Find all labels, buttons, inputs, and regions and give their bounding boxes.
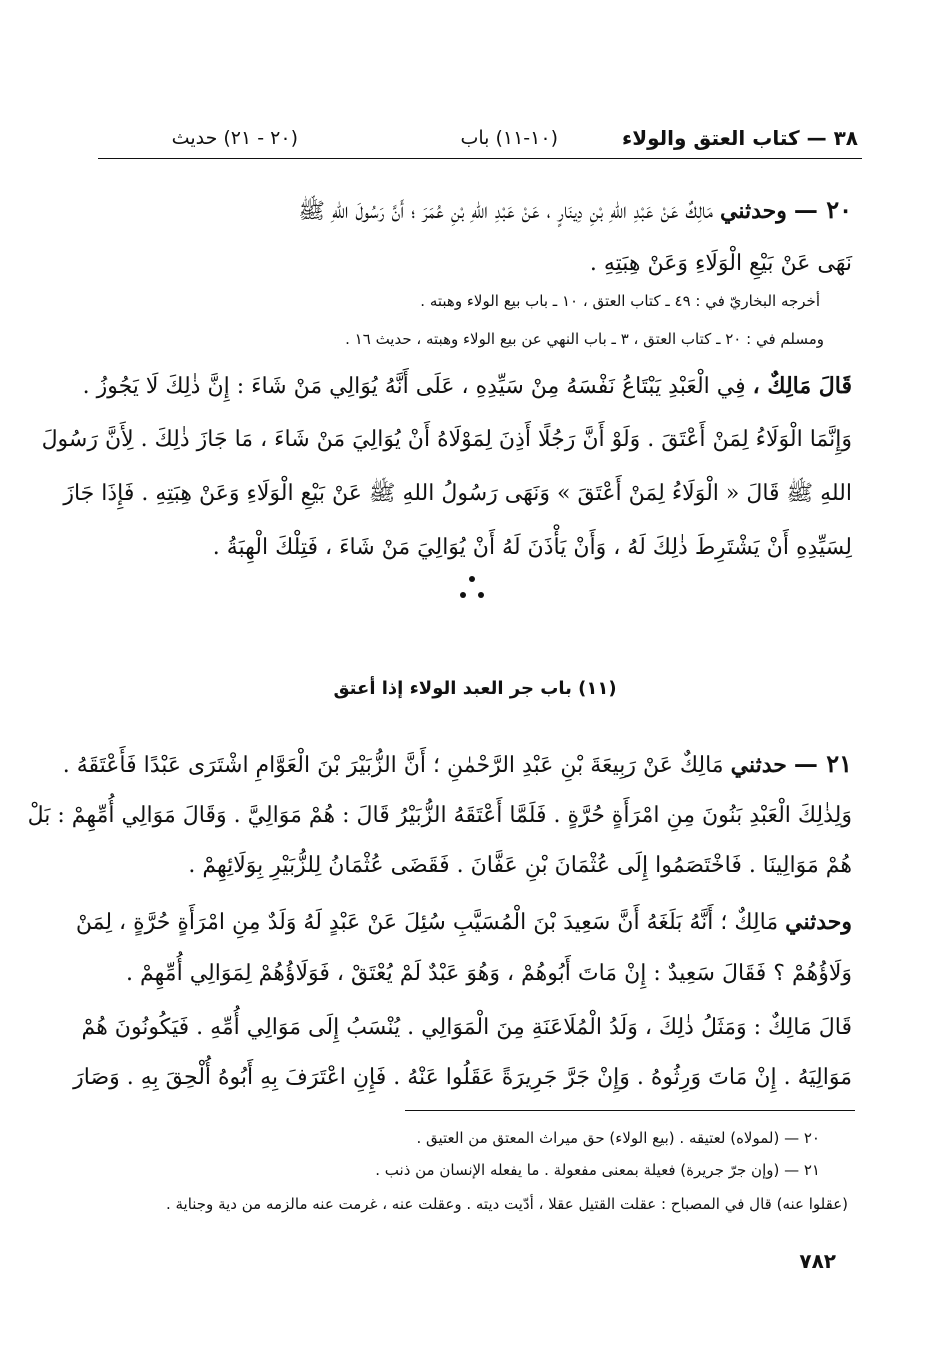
hadith-text: مَالِكٌ عَنْ عَبْدِ اللهِ بْنِ دِينَارٍ ، عَنْ عَبْدِ اللهِ بْنِ عُمَرَ ؛ أَنَّ رَسُولَ اللهِ ﷺ (298, 199, 713, 224)
report-text: مَالِكٌ ؛ أَنَّهُ بَلَغَهُ أَنَّ سَعِيدَ بْنَ الْمُسَيَّبِ سُئِلَ عَنْ عَبْدٍ لَهُ وَلَدٌ مِنِ امْرَأَةٍ حُرَّةٍ ، لِمَنْ (75, 910, 779, 935)
hadith-20-line-2: نَهَى عَنْ بَيْعِ الْوَلَاءِ وَعَنْ هِبَتِهِ . (589, 251, 852, 276)
reference-muslim: ومسلم في : ٢٠ ـ كتاب العتق ، ٣ ـ باب النهي عن بيع الولاء وهبته ، حديث ١٦ . (345, 330, 824, 348)
hadith-number: ٢١ — (793, 749, 852, 778)
narration-keyword: وحدثني (719, 198, 787, 224)
reference-bukhari: أخرجه البخاريّ في : ٤٩ ـ كتاب العتق ، ١٠ ـ باب بيع الولاء وهبته . (420, 292, 820, 310)
footnote-20: ٢٠ — (لمولاه) لعتيقه . (بيع الولاء) حق ميراث المعتق من العتيق . (416, 1129, 820, 1147)
running-header (98, 120, 858, 156)
header-chapter-range: (١٠-١١) باب (460, 127, 558, 149)
malik-comment-line-3: اللهِ ﷺ قَالَ « الْوَلَاءُ لِمَنْ أَعْتَقَ » وَنَهَى رَسُولُ اللهِ ﷺ عَنْ بَيْعِ الْوَلَاءِ وَعَنْ هِبَتِهِ . فَإِذَا جَازَ (63, 481, 852, 506)
hadith-21-line-1 (62, 744, 852, 786)
footnote-rule (405, 1110, 855, 1111)
comment-keyword: قَالَ مَالِكٌ ، (752, 373, 852, 399)
hadith-20-line-1 (130, 190, 852, 232)
header-book-title: ٣٨ — كتاب العتق والولاء (622, 126, 858, 150)
narration-keyword: حدثني (730, 752, 787, 778)
malik-comment-line-2: وَإِنَّمَا الْوَلَاءُ لِمَنْ أَعْتَقَ . وَلَوْ أَنَّ رَجُلًا أَذِنَ لِمَوْلَاهُ أَنْ يُوَالِيَ مَنْ شَاءَ ، مَا جَازَ ذٰلِكَ . لِأَنَّ رَسُولَ (41, 427, 852, 452)
malik-comment-21-line-1: قَالَ مَالِكٌ : وَمَثَلُ ذٰلِكَ ، وَلَدُ الْمُلَاعَنَةِ مِنَ الْمَوَالِي . يُنْسَبُ إِلَى مَوَالِي أُمِّهِ . فَيَكُونُونَ هُمْ (81, 1015, 852, 1040)
hadith-21-line-2: وَلِذٰلِكَ الْعَبْدِ بَنُونَ مِنِ امْرَأَةٍ حُرَّةٍ . فَلَمَّا أَعْتَقَهُ الزُّبَيْرُ قَالَ : هُمْ مَوَالِيَّ . وَقَالَ مَوَالِي أُمِّهِمْ : بَلْ (27, 803, 852, 828)
header-hadith-range: (٢٠ - ٢١) حديث (171, 127, 298, 149)
chapter-heading: (١١) باب جر العبد الولاء إذا أعتق (333, 678, 617, 699)
malik-comment-line-4: لِسَيِّدِهِ أَنْ يَشْتَرِطَ ذٰلِكَ لَهُ ، وَأَنْ يَأْذَنَ لَهُ أَنْ يُوَالِيَ مَنْ شَاءَ ، فَتِلْكَ الْهِبَةُ . (212, 535, 852, 560)
footnote-21: ٢١ — (وإن جرّ جريرة) فعيلة بمعنى مفعولة . ما يفعله الإنسان من ذنب . (375, 1161, 820, 1179)
hadith-number: ٢٠ — (793, 195, 852, 224)
header-rule (98, 158, 862, 159)
comment-text: فِي الْعَبْدِ يَبْتَاعُ نَفْسَهُ مِنْ سَيِّدِهِ ، عَلَى أَنَّهُ يُوَالِي مَنْ شَاءَ : إِنَّ ذٰلِكَ لَا يَجُوزُ . (82, 374, 746, 399)
hadith-21-line-3: هُمْ مَوَالِينَا . فَاخْتَصَمُوا إِلَى عُثْمَانَ بْنِ عَفَّانَ . فَقَضَى عُثْمَانُ لِلزُّبَيْرِ بِوَلَائِهِمْ . (188, 853, 852, 878)
footnote-21-continued: (عقلوا عنه) قال في المصباح : عقلت القتيل عقلا ، أدّيت ديته . وعقلت عنه ، غرمت عنه مالزمه من دية وجناية . (165, 1195, 848, 1213)
second-report-line-2: وَلَاؤُهُمْ ؟ فَقَالَ سَعِيدٌ : إِنْ مَاتَ أَبُوهُمْ ، وَهُوَ عَبْدٌ لَمْ يُعْتَقْ ، فَوَلَاؤُهُمْ لِمَوَالِي أُمِّهِمْ . (126, 961, 852, 986)
narration-keyword: وحدثني (785, 909, 852, 935)
malik-comment-21-line-2: مَوَالِيَهُ . إِنْ مَاتَ وَرِثُوهُ . وَإِنْ جَرَّ جَرِيرَةً عَقَلُوا عَنْهُ . فَإِنِ اعْتَرَفَ بِهِ أَبُوهُ أُلْحِقَ بِهِ . وَصَارَ (73, 1065, 852, 1090)
hadith-text: مَالِكٌ عَنْ رَبِيعَةَ بْنِ عَبْدِ الرَّحْمٰنِ ؛ أَنَّ الزُّبَيْرَ بْنَ الْعَوَّامِ اشْتَرَى عَبْدًا فَأَعْتَقَهُ . (62, 753, 724, 778)
second-report-line-1 (75, 902, 852, 944)
malik-comment-line-1 (82, 366, 852, 408)
page-number: ٧٨٢ (799, 1249, 836, 1273)
section-divider-stars (452, 570, 492, 610)
